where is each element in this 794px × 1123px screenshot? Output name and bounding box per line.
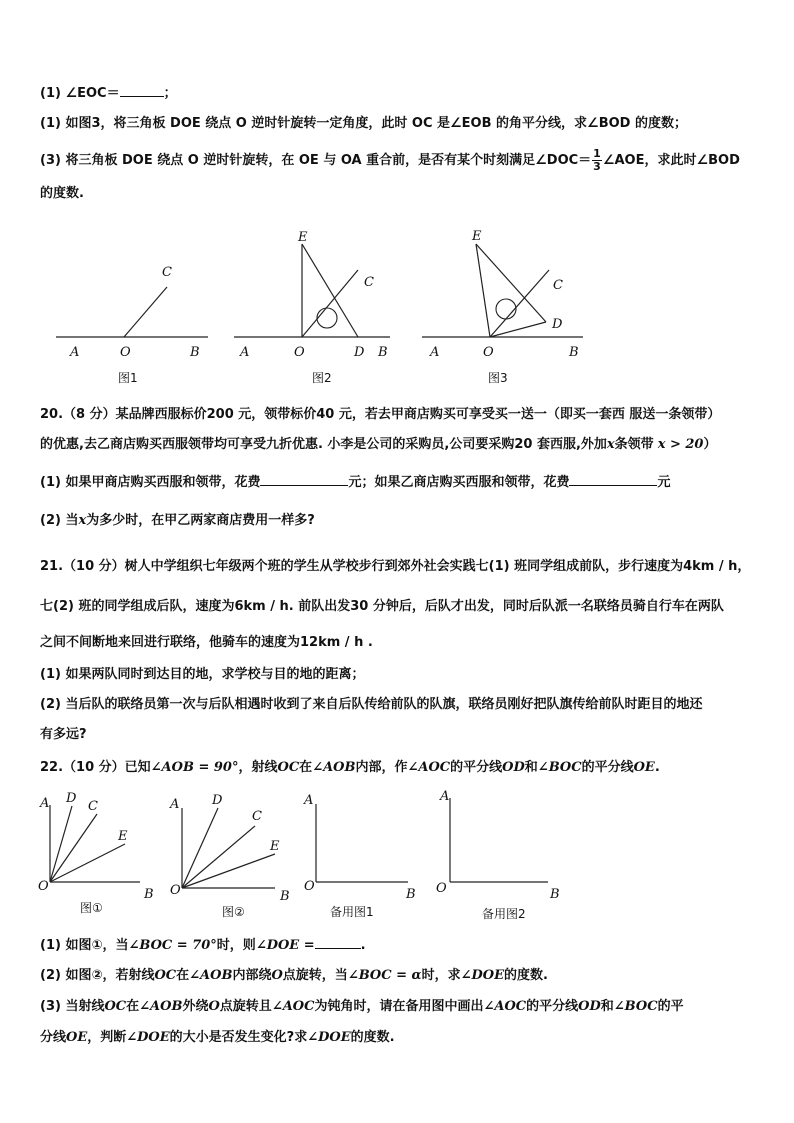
q22-figure-2 [169, 793, 290, 919]
q22-part3-text-e: 为钝角时，请在备用图中画出 [314, 999, 484, 1014]
q22-part3-cont-text-b: ，判断 [87, 1030, 127, 1045]
caption-spare2: 备用图2 [482, 907, 526, 921]
q20-line2-text-b: 条领带 [614, 437, 654, 452]
q20-part1-text: (1) 如果甲商店购买西服和领带，花费 [40, 475, 261, 490]
label-a: A [240, 345, 250, 360]
q22-part2-text-d: 点旋转，当 [282, 968, 348, 983]
label-b: B [550, 887, 560, 902]
q22-part3-text-f: 的平分线 [526, 999, 579, 1014]
q19-part3-text-b: ∠AOE，求此时∠BOD [602, 153, 740, 168]
q22-figure-1 [38, 791, 154, 915]
label-d: D [212, 793, 223, 808]
label-a: A [40, 796, 50, 811]
q22-stem-end: . [654, 760, 660, 775]
variable-x: x [606, 437, 615, 452]
label-a: A [304, 793, 314, 808]
label-o: O [436, 881, 447, 896]
q22-part3-cont-text-c: 的大小是否发生变化?求 [169, 1030, 308, 1045]
math-oc: OC [277, 760, 300, 775]
caption-fig2: 图2 [312, 371, 332, 385]
q20-part1-end: 元 [657, 475, 671, 490]
ray-oc [50, 814, 97, 882]
q22-part3-text-b: 在 [126, 999, 140, 1014]
q22-stem-text: 22.（10 分）已知 [40, 760, 151, 775]
answer-blank[interactable] [315, 934, 361, 949]
q22-part3-text: (3) 当射线 [40, 999, 105, 1014]
condition-x: x > 20 [657, 437, 704, 452]
ray-oe [182, 854, 275, 888]
ray-od [50, 806, 72, 882]
label-c: C [162, 265, 172, 280]
label-o: O [483, 345, 494, 360]
caption-fig1: 图1 [118, 371, 138, 385]
math-od: OD [502, 760, 525, 775]
label-d: D [552, 317, 563, 332]
q22-stem-text-d: 内部，作 [355, 760, 408, 775]
label-c: C [88, 799, 98, 814]
math-aob-90: ∠AOB = 90° [150, 760, 239, 775]
fraction-denominator: 3 [593, 160, 601, 173]
caption-fig1: 图① [80, 901, 103, 915]
q21-part2-cont: 有多远? [40, 727, 87, 742]
label-d: D [66, 791, 77, 806]
math-aoc: ∠AOC [483, 999, 527, 1014]
label-o: O [304, 879, 315, 894]
q19-part2: (1) 如图3，将三角板 DOE 绕点 O 逆时针旋转一定角度，此时 OC 是∠EOB 的角平分线，求∠BOD 的度数； [40, 116, 687, 131]
q22-part3 [40, 997, 684, 1017]
math-boc: ∠BOC [537, 760, 582, 775]
q21-line3: 之间不间断地来回进行联络，他骑车的速度为12km / h . [40, 635, 373, 650]
q21-line2: 七(2) 班的同学组成后队，速度为6km / h. 前队出发30 分钟后，后队才出发，同时后队派一名联络员骑自行车在两队 [40, 599, 724, 614]
caption-fig2: 图② [222, 905, 245, 919]
math-o: O [208, 999, 220, 1014]
ray-oe [50, 844, 125, 882]
q20-line1: 20.（8 分）某品牌西服标价200 元，领带标价40 元，若去甲商店购买可享受买一送一（即买一套西 服送一条领带） [40, 407, 721, 422]
q22-part3-text-g: 和 [600, 999, 614, 1014]
q19-part3-cont: 的度数. [40, 186, 84, 201]
label-o: O [294, 345, 305, 360]
q22-stem-text-e: 的平分线 [450, 760, 503, 775]
label-a: A [170, 797, 180, 812]
q22-spare-figure-1 [303, 793, 416, 919]
math-od: OD [578, 999, 601, 1014]
q22-part2 [40, 966, 548, 986]
label-b: B [144, 887, 154, 902]
math-doe: ∠DOE = [255, 938, 315, 953]
q19-part3-text: (3) 将三角板 DOE 绕点 O 逆时针旋转，在 OE 与 OA 重合前，是否有某个时刻满足∠DOC＝ [40, 153, 592, 168]
label-o: O [38, 879, 49, 894]
label-o: O [120, 345, 131, 360]
label-b: B [406, 887, 416, 902]
label-b: B [280, 889, 290, 904]
q22-part3-text-h: 的平 [657, 999, 684, 1014]
q22-part2-end: 的度数. [503, 968, 548, 983]
q22-part3-cont-end: 的度数. [350, 1030, 395, 1045]
q22-part1-end: . [360, 938, 366, 953]
math-aob: ∠AOB [312, 760, 356, 775]
q22-part3-text-d: 点旋转且 [219, 999, 272, 1014]
q22-part3-cont [40, 1028, 395, 1048]
math-doe: ∠DOE [460, 968, 504, 983]
q22-stem-text-c: 在 [299, 760, 313, 775]
q22-part1-text-b: 时，则 [216, 938, 256, 953]
q22-stem-text-g: 的平分线 [581, 760, 634, 775]
math-oe: OE [66, 1030, 88, 1045]
label-e: E [472, 229, 482, 244]
q22-stem-text-b: ，射线 [238, 760, 278, 775]
caption-fig3: 图3 [488, 371, 508, 385]
q22-spare-figure-2 [436, 789, 560, 921]
q21-line1: 21.（10 分）树人中学组织七年级两个班的学生从学校步行到郊外社会实践七(1) 班同学组成前队，步行速度为4km / h， [40, 559, 751, 574]
label-a: A [70, 345, 80, 360]
variable-x: x [78, 513, 87, 528]
q22-part2-text: (2) 如图②，若射线 [40, 968, 155, 983]
q21-part1: (1) 如果两队同时到达目的地，求学校与目的地的距离； [40, 667, 365, 682]
label-e: E [298, 230, 308, 245]
math-aob: ∠AOB [189, 968, 233, 983]
label-b: B [190, 345, 200, 360]
math-doe: ∠DOE [307, 1030, 351, 1045]
math-boc-alpha: ∠BOC = α [347, 968, 422, 983]
q20-part1-text-b: 元；如果乙商店购买西服和领带，花费 [348, 475, 570, 490]
q22-part1-text: (1) 如图①，当 [40, 938, 129, 953]
math-aob: ∠AOB [139, 999, 183, 1014]
ray-oc [182, 826, 255, 888]
caption-spare1: 备用图1 [330, 905, 374, 919]
q22-part1 [40, 934, 366, 956]
label-b: B [569, 345, 579, 360]
math-aoc: ∠AOC [407, 760, 451, 775]
q20-part2-text: (2) 当 [40, 513, 79, 528]
q20-line2-close: ） [703, 437, 717, 452]
label-b: B [378, 345, 388, 360]
label-a: A [440, 789, 450, 804]
q19-part1-end: ； [163, 86, 177, 101]
q22-stem-text-f: 和 [524, 760, 538, 775]
q22-part2-text-b: 在 [176, 968, 190, 983]
label-c: C [364, 275, 374, 290]
ray-od [182, 808, 218, 888]
q20-part2-text-b: 为多少时，在甲乙两家商店费用一样多? [86, 513, 315, 528]
label-e: E [270, 839, 280, 854]
label-c: C [252, 809, 262, 824]
math-boc-70: ∠BOC = 70° [128, 938, 217, 953]
label-e: E [118, 829, 128, 844]
q19-part1-text: (1) ∠EOC＝ [40, 86, 120, 101]
label-o: O [170, 883, 181, 898]
q22-part3-text-c: 外绕 [182, 999, 209, 1014]
q22-part2-text-c: 内部绕 [232, 968, 272, 983]
math-oe: OE [633, 760, 655, 775]
label-a: A [430, 345, 440, 360]
q22-part3-cont-text: 分线 [40, 1030, 67, 1045]
label-c: C [553, 278, 563, 293]
math-o: O [271, 968, 283, 983]
math-oc: OC [104, 999, 127, 1014]
label-d: D [354, 345, 365, 360]
fraction-numerator: 1 [593, 147, 601, 160]
math-oc: OC [154, 968, 177, 983]
q20-line2-text: 的优惠,去乙商店购买西服领带均可享受九折优惠. 小李是公司的采购员,公司要采购20 套西服,外加 [40, 437, 607, 452]
q22-part2-text-e: 时，求 [421, 968, 461, 983]
q21-part2: (2) 当后队的联络员第一次与后队相遇时收到了来自后队传给前队的队旗，联络员刚好把队旗传给前队时距目的地还 [40, 697, 703, 712]
math-doe: ∠DOE [126, 1030, 170, 1045]
math-boc: ∠BOC [613, 999, 658, 1014]
math-aoc: ∠AOC [271, 999, 315, 1014]
